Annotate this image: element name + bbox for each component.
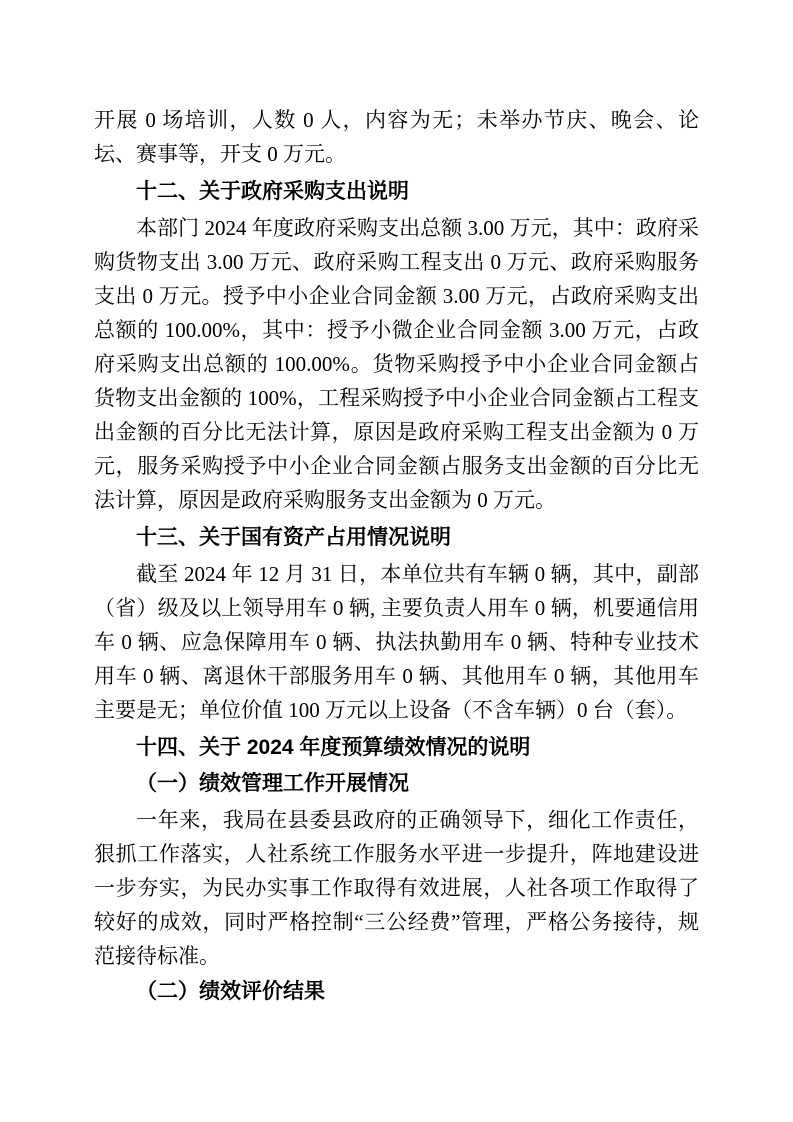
paragraph-training-and-events-continuation: 开展 0 场培训，人数 0 人，内容为无；未举办节庆、晚会、论坛、赛事等，开支 0 万元。 [94,108,699,166]
heading-section-13-state-owned-assets: 十三、关于国有资产占用情况说明 [136,526,451,549]
subheading-performance-evaluation-result: （二）绩效评价结果 [136,980,325,1003]
subheading-performance-management-work: （一）绩效管理工作开展情况 [136,772,409,795]
paragraph-government-procurement-detail: 本部门 2024 年度政府采购支出总额 3.00 万元，其中：政府采购货物支出 3.00 万元、政府采购工程支出 0 万元、政府采购服务支出 0 万元。授予中小企业合同金额 3.00 万元，占政府采购支出总额的 100.00%，其中：授予小微企业合同金额 3.00 万元，占政府采购支出总额的 100.00%。货物采购授予中小企业合同金额占货物支出金额的 100%，工程采购授予中小企业合同金额占工程支出金额的百分比无法计算，原因是政府采购工程支出金额为 0 万元，服务采购授予中小企业合同金额占服务支出金额的百分比无法计算，原因是政府采购服务支出金额为 0 万元。 [94,216,699,512]
heading-section-14-budget-performance: 十四、关于 2024 年度预算绩效情况的说明 [136,736,531,759]
heading-section-12-government-procurement: 十二、关于政府采购支出说明 [136,180,409,203]
paragraph-performance-management-detail: 一年来，我局在县委县政府的正确领导下，细化工作责任，狠抓工作落实，人社系统工作服务水平进一步提升，阵地建设进一步夯实，为民办实事工作取得有效进展，人社各项工作取得了较好的成效，同时严格控制“三公经费”管理，严格公务接待，规范接待标准。 [94,808,699,968]
paragraph-state-owned-assets-detail: 截至 2024 年 12 月 31 日，本单位共有车辆 0 辆，其中，副部（省）级及以上领导用车 0 辆, 主要负责人用车 0 辆，机要通信用车 0 辆、应急保障用车 0 辆、执法执勤用车 0 辆、特种专业技术用车 0 辆、离退休干部服务用车 0 辆、其他用车 0 辆，其他用车主要是无；单位价值 100 万元以上设备（不含车辆）0 台（套）。 [94,562,699,722]
